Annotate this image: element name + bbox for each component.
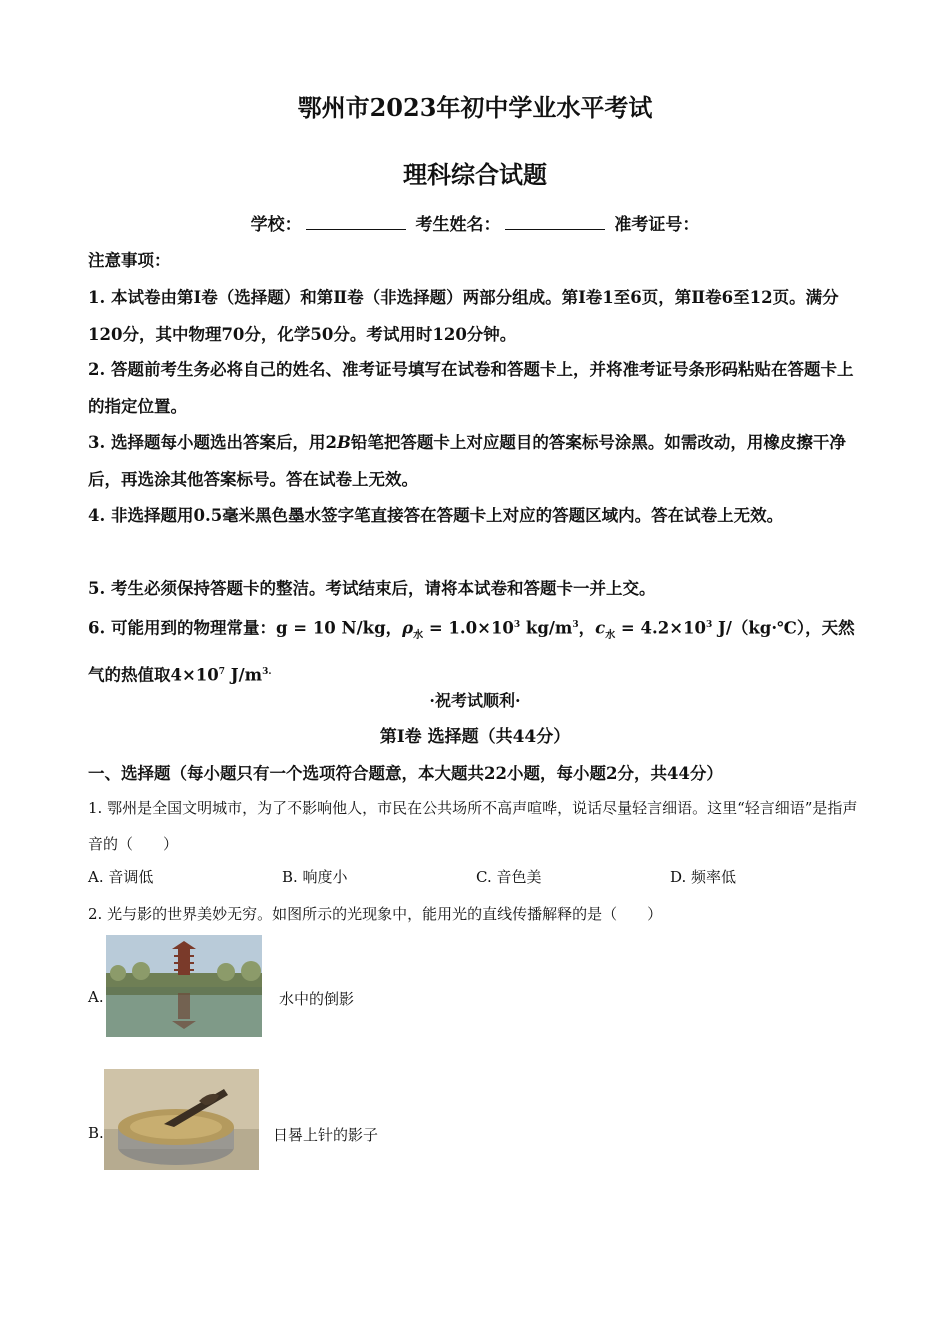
school-field[interactable] — [306, 215, 406, 230]
q2-option-a-text: 水中的倒影 — [279, 990, 355, 1008]
notes-heading: 注意事项： — [88, 251, 171, 270]
id-label: 准考证号： — [614, 215, 700, 235]
note-item-4: 4. 非选择题用0.5毫米黑色墨水签字笔直接答在答题卡上对应的答题区域内。答在试卷上无效。 — [88, 506, 784, 525]
school-label: 学校： — [250, 215, 302, 235]
question-1-options — [88, 866, 868, 887]
option-d: D. 频率低 — [670, 868, 737, 886]
note-item-3: 3. 选择题每小题选出答案后，用2B铅笔把答题卡上对应题目的答案标号涂黑。如需改动，用橡皮擦干净后，再选涂其他答案标号。答在试卷上无效。 — [88, 433, 846, 489]
page-subtitle: 理科综合试题 — [403, 160, 547, 189]
question-1-stem: 1. 鄂州是全国文明城市，为了不影响他人，市民在公共场所不高声喧哗，说话尽量轻言细语。这里“轻言细语”是指声音的（ ） — [88, 799, 858, 853]
question-2-stem: 2. 光与影的世界美妙无穷。如图所示的光现象中，能用光的直线传播解释的是（ ） — [88, 905, 663, 923]
note-item-6: 6. 可能用到的物理常量：g = 10 N/kg，$\rho_水 = 1.0\times 10^3$ $kg/m^3$，$c_水 = 4.2\times 10^3$ J/（kg·℃），天然气的热值取$4\times 10^7$ $J/m^{3.}$ — [88, 618, 855, 685]
note-item-5: 5. 考生必须保持答题卡的整洁。考试结束后，请将本试卷和答题卡一并上交。 — [88, 579, 656, 598]
option-a: A. 音调低 — [88, 868, 154, 886]
note-item-2: 2. 答题前考生务必将自己的姓名、准考证号填写在试卷和答题卡上，并将准考证号条形码粘贴在答题卡上的指定位置。 — [88, 360, 854, 416]
section-title: 第Ⅰ卷 选择题（共44分） — [379, 727, 571, 747]
q2-option-b-text: 日晷上针的影子 — [273, 1126, 379, 1144]
greeting: ·祝考试顺利· — [429, 691, 521, 710]
sundial-image — [104, 1069, 259, 1170]
page-title: 鄂州市2023年初中学业水平考试 — [297, 93, 653, 122]
note-item-1: 1. 本试卷由第Ⅰ卷（选择题）和第Ⅱ卷（非选择题）两部分组成。第Ⅰ卷1至6页，第Ⅱ卷6至12页。满分120分，其中物理70分，化学50分。考试用时120分钟。 — [88, 288, 839, 344]
name-field[interactable] — [505, 215, 605, 230]
part-heading: 一、选择题（每小题只有一个选项符合题意，本大题共22小题，每小题2分，共44分） — [88, 764, 723, 783]
option-c: C. 音色美 — [476, 868, 542, 886]
q2-option-b-letter: B. — [88, 1124, 104, 1142]
name-label: 考生姓名： — [415, 215, 501, 235]
pagoda-reflection-image — [106, 935, 262, 1037]
student-info-line — [0, 210, 950, 235]
q2-option-a-letter: A. — [88, 988, 104, 1006]
option-b: B. 响度小 — [282, 868, 348, 886]
